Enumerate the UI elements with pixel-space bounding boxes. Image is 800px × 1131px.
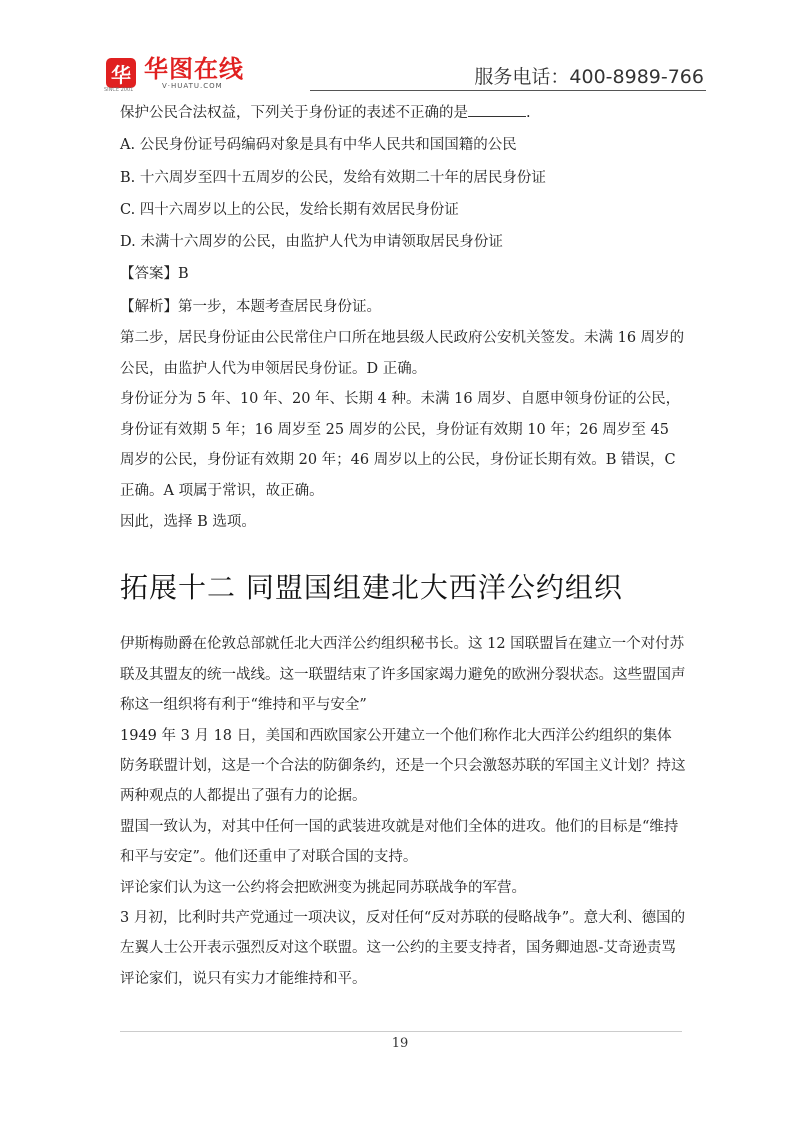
question-stem-text: 保护公民合法权益，下列关于身份证的表述不正确的是 — [120, 105, 468, 121]
option-b: B. 十六周岁至四十五周岁的公民，发给有效期二十年的居民身份证 — [120, 169, 546, 186]
service-phone: 服务电话：400-8989-766 — [474, 66, 704, 88]
option-c: C. 四十六周岁以上的公民，发给长期有效居民身份证 — [120, 201, 459, 218]
analysis-step-1: 【解析】第一步，本题考查居民身份证。 — [120, 298, 381, 315]
section-paragraph: 1949 年 3 月 18 日，美国和西欧国家公开建立一个他们称作北大西洋公约组织的集体防务联盟计划，这是一个合法的防御条约，还是一个只会激怒苏联的军国主义计划？持这两种观点的人都提出了强有力的论据。 — [120, 727, 686, 805]
option-d: D. 未满十六周岁的公民，由监护人代为申请领取居民身份证 — [120, 234, 503, 251]
question-stem — [120, 97, 686, 129]
section-paragraph: 评论家们认为这一公约将会把欧洲变为挑起同苏联战争的军营。 — [120, 879, 526, 896]
answer: 【答案】B — [120, 266, 189, 283]
section-paragraph: 伊斯梅勋爵在伦敦总部就任北大西洋公约组织秘书长。这 12 国联盟旨在建立一个对付苏联及其盟友的统一战线。这一联盟结束了许多国家竭力避免的欧洲分裂状态。这些盟国声称这一组织将有利于“维持和平与安全” — [120, 636, 686, 714]
section-paragraph: 3 月初，比利时共产党通过一项决议，反对任何“反对苏联的侵略战争”。意大利、德国的左翼人士公开表示强烈反对这个联盟。这一公约的主要支持者，国务卿迪恩-艾奇逊责骂评论家们，说只有实力才能维持和平。 — [120, 910, 686, 987]
logo-name: 华图在线 — [144, 55, 244, 83]
logo-since: SINCE 2001 — [104, 87, 134, 93]
section-body — [120, 629, 686, 994]
question-stem-end: . — [526, 105, 531, 121]
page-number: 19 — [391, 1036, 409, 1051]
footer-divider — [120, 1031, 682, 1032]
section-title: 拓展十二 同盟国组建北大西洋公约组织 — [120, 571, 623, 605]
header-divider — [310, 90, 706, 91]
section-paragraph: 盟国一致认为，对其中任何一国的武装进攻就是对他们全体的进攻。他们的目标是“维持和平与安定”。他们还重申了对联合国的支持。 — [120, 818, 679, 866]
logo-text — [144, 56, 244, 90]
huatu-logo — [104, 55, 244, 93]
analysis-step-2: 第二步，居民身份证由公民常住户口所在地县级人民政府公安机关签发。未满 16 周岁的公民，由监护人代为申领居民身份证。D 正确。 — [120, 330, 685, 377]
analysis-conclusion: 因此，选择 B 选项。 — [120, 514, 256, 531]
page-header — [0, 0, 800, 100]
analysis-id-types: 身份证分为 5 年、10 年、20 年、长期 4 种。未满 16 周岁、自愿申领身份证的公民，身份证有效期 5 年；16 周岁至 25 周岁的公民，身份证有效期 10 年；26 周岁至 45 周岁的公民，身份证有效期 20 年；46 周岁以上的公民，身份证长期有效。B 错误，C 正确。A 项属于常识，故正确。 — [120, 391, 681, 499]
option-a: A. 公民身份证号码编码对象是具有中华人民共和国国籍的公民 — [120, 137, 517, 154]
huatu-logo-mark-icon: 华 — [106, 58, 136, 88]
logo-domain: V·HUATU.COM — [162, 82, 223, 90]
answer-blank — [468, 100, 526, 117]
page-content — [120, 97, 686, 994]
